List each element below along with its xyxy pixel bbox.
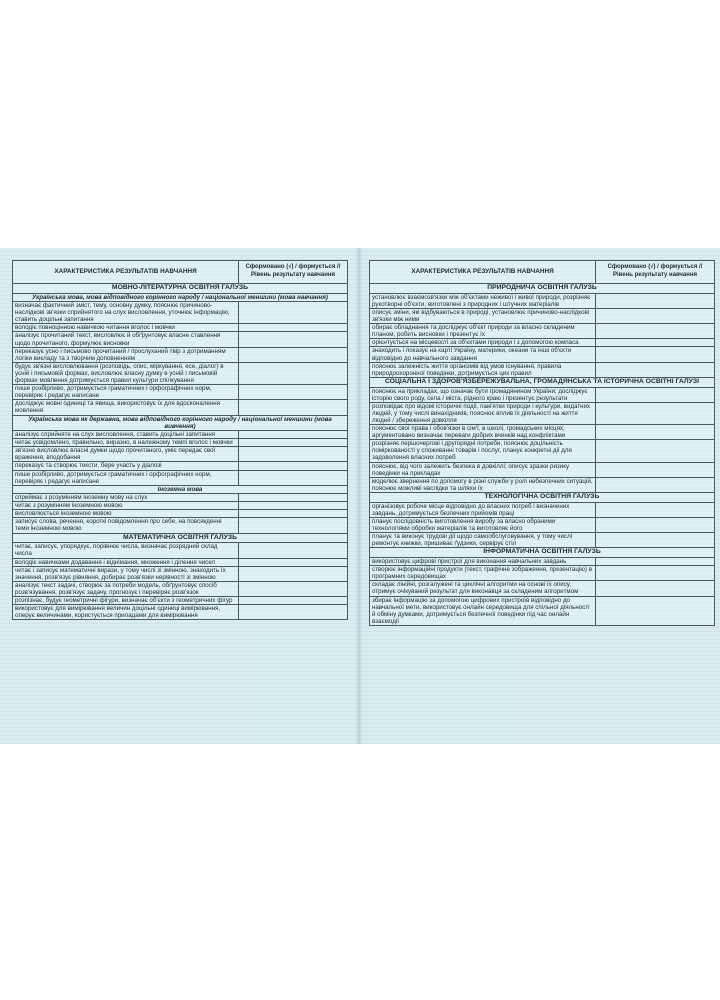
- status-cell[interactable]: [239, 347, 348, 362]
- status-cell[interactable]: [239, 494, 348, 502]
- status-cell[interactable]: [239, 596, 348, 604]
- status-cell[interactable]: [596, 502, 715, 517]
- status-cell[interactable]: [239, 385, 348, 400]
- table-row: [13, 447, 348, 462]
- result-description: розрізняє першочергові і другорядні потреби, пояснює доцільність поміркованості у споживанні товарів і послуг, планує конкретні дії для задоволення власних потреб: [370, 440, 596, 462]
- status-cell[interactable]: [596, 440, 715, 462]
- status-cell[interactable]: [596, 362, 715, 377]
- status-cell[interactable]: [596, 566, 715, 581]
- table-row: [13, 431, 348, 439]
- status-cell[interactable]: [239, 470, 348, 485]
- result-description: створює інформаційні продукти (текст, графічне зображення, презентацію) в програмних середовищах: [370, 566, 596, 581]
- table-row: [13, 400, 348, 415]
- section-heading: СОЦІАЛЬНА І ЗДОРОВ'ЯЗБЕРЕЖУВАЛЬНА, ГРОМАДЯНСЬКА ТА ІСТОРИЧНА ОСВІТНІ ГАЛУЗІ: [370, 377, 715, 387]
- table-row: [370, 558, 715, 566]
- table-row: [370, 324, 715, 339]
- table-row: [13, 462, 348, 470]
- table-row: [13, 566, 348, 581]
- result-description: володіє повноцінною навичкою читання вголос і мовчки: [13, 324, 239, 332]
- table-row: [370, 502, 715, 517]
- book-gutter: [356, 248, 362, 744]
- status-cell[interactable]: [239, 543, 348, 558]
- status-cell[interactable]: [239, 518, 348, 533]
- subject-heading-row: [13, 485, 348, 493]
- subject-heading-row: [13, 415, 348, 431]
- right-page: [369, 260, 714, 626]
- result-description: установлює взаємозв'язки між об'єктами неживої і живої природи, розрізняє рукотворні об'єкти, виготовлені з природних і штучних матеріалів: [370, 293, 596, 308]
- status-cell[interactable]: [239, 510, 348, 518]
- result-description: моделює звернення по допомогу в різні служби у ролі небезпечних ситуацій, пояснює можливі наслідки та шляхи їх: [370, 477, 596, 492]
- status-cell[interactable]: [596, 517, 715, 532]
- subject-heading: Іноземна мова: [13, 485, 348, 493]
- section-heading-row: [370, 377, 715, 387]
- result-description: читає з розумінням іноземною мовою: [13, 502, 239, 510]
- status-cell[interactable]: [239, 605, 348, 620]
- table-header-row: [13, 261, 348, 284]
- status-cell[interactable]: [239, 431, 348, 439]
- table-row: [13, 543, 348, 558]
- table-row: [370, 339, 715, 347]
- subject-heading: Українська мова, мова відповідного корінного народу / національної меншини (мова навчання): [13, 293, 348, 301]
- header-status: Сформовано (√) / формується // Рівень результату навчання: [239, 261, 348, 284]
- table-row: [13, 470, 348, 485]
- result-description: пише розбірливо, дотримується граматичних і орфографічних норм, перевіряє і редагує написане: [13, 470, 239, 485]
- table-row: [13, 518, 348, 533]
- result-description: читає усвідомлено, правильно, виразно, в належному темпі вголос і мовчки: [13, 439, 239, 447]
- result-description: висловлюється іноземною мовою: [13, 510, 239, 518]
- result-description: складає лінійні, розгалужені та циклічні алгоритми на основі їх опису, отримує очікуваний результат для виконавця за складеним алгоритмом: [370, 581, 596, 596]
- result-description: переказує усно і письмово прочитаний / прослуханий твір з дотриманням логіки викладу та з творчим доповненням: [13, 347, 239, 362]
- left-page: [12, 260, 347, 620]
- result-description: використовує цифрові пристрої для виконання навчальних завдань: [370, 558, 596, 566]
- status-cell[interactable]: [596, 596, 715, 625]
- status-cell[interactable]: [239, 362, 348, 384]
- table-row: [13, 494, 348, 502]
- status-cell[interactable]: [596, 533, 715, 548]
- table-row: [13, 324, 348, 332]
- header-status: Сформовано (√) / формується // Рівень результату навчання: [596, 261, 715, 284]
- table-row: [370, 581, 715, 596]
- table-row: [13, 605, 348, 620]
- status-cell[interactable]: [596, 293, 715, 308]
- table-row: [370, 387, 715, 402]
- result-description: планує та виконує трудові дії щодо самообслуговування, у тому числі ремонтує книжки, пришиває ґудзики, сервірує стіл: [370, 533, 596, 548]
- result-description: пояснює залежність життя організмів від умов існування, правила природоохоронної поведінки, дотримується цих правил: [370, 362, 596, 377]
- result-description: читає і записує математичні вирази, у тому числі зі змінною, знаходить їх значення, розв'язує рівняння, добирає розв'язки нерівності зі змінною: [13, 566, 239, 581]
- status-cell[interactable]: [239, 332, 348, 347]
- section-heading-row: [13, 533, 348, 543]
- status-cell[interactable]: [596, 581, 715, 596]
- table-row: [370, 462, 715, 477]
- status-cell[interactable]: [239, 324, 348, 332]
- header-characteristic: ХАРАКТЕРИСТИКА РЕЗУЛЬТАТІВ НАВЧАННЯ: [370, 261, 596, 284]
- header-characteristic: ХАРАКТЕРИСТИКА РЕЗУЛЬТАТІВ НАВЧАННЯ: [13, 261, 239, 284]
- result-description: читає, записує, упорядкує, порівнює числа, визначає розрядний склад числа: [13, 543, 239, 558]
- status-cell[interactable]: [596, 462, 715, 477]
- table-row: [370, 362, 715, 377]
- result-description: переказує та створює тексти, бере участь у діалозі: [13, 462, 239, 470]
- table-row: [13, 558, 348, 566]
- result-description: обирає обладнання та досліджує об'єкт природи за власно складеним планом, робить висновки і презентує їх: [370, 324, 596, 339]
- result-description: збирає інформацію за допомогою цифрових пристроїв відповідно до навчальної мети, використовує онлайн середовища для спільної діяльності й обміну думками, дотримується безпечної поведінки під час онлайн взаємодії: [370, 596, 596, 625]
- table-row: [13, 596, 348, 604]
- table-row: [370, 347, 715, 362]
- status-cell[interactable]: [239, 462, 348, 470]
- status-cell[interactable]: [239, 439, 348, 447]
- section-heading-row: [13, 284, 348, 294]
- result-description: аналізує прочитаний текст, висловлює й обґрунтовує власне ставлення щодо прочитаного, формулює висновки: [13, 332, 239, 347]
- status-cell[interactable]: [239, 581, 348, 596]
- table-row: [370, 293, 715, 308]
- section-heading: МОВНО-ЛІТЕРАТУРНА ОСВІТНЯ ГАЛУЗЬ: [13, 284, 348, 294]
- status-cell[interactable]: [239, 447, 348, 462]
- status-cell[interactable]: [239, 502, 348, 510]
- table-row: [370, 402, 715, 424]
- result-description: використовує для вимірювання величин доцільні одиниці вимірювання, оперує величинами, користується приладами для вимірювання: [13, 605, 239, 620]
- result-description: пояснює на прикладах, що означає бути громадянином України; досліджує історію свого роду, села / міста, рідного краю і презентує результати: [370, 387, 596, 402]
- subject-heading: Українська мова як державна, мова відповідного корінного народу / національної меншини (мова вивчення): [13, 415, 348, 431]
- result-description: знаходить і показує на карті Україну, материки, океани та інші об'єкти відповідно до навчального завдання: [370, 347, 596, 362]
- status-cell[interactable]: [239, 566, 348, 581]
- result-description: пише розбірливо, дотримується граматичних і орфографічних норм, перевіряє і редагує написане: [13, 385, 239, 400]
- table-row: [13, 510, 348, 518]
- table-row: [370, 440, 715, 462]
- section-heading-row: [370, 284, 715, 294]
- result-description: аналізує сприйняте на слух висловлення, ставить доцільні запитання: [13, 431, 239, 439]
- result-description: визначає фактичний зміст, тему, основну думку, пояснює причиново-наслідкові зв'язки сприйнятого на слух висловлення, уточнює інформацію, ставить доцільні запитання: [13, 302, 239, 324]
- result-description: розпізнає, будує геометричні фігури, визначає об'єкти з геометричних фігур: [13, 596, 239, 604]
- status-cell[interactable]: [239, 400, 348, 415]
- table-row: [370, 425, 715, 440]
- result-description: будує зв'язні висловлювання (розповідь, опис, міркування, есе, діалог) в усній і письмовій формах, висловлює власну думку в усній і письмовій формах мовлення дотримується правил культури спілкування: [13, 362, 239, 384]
- result-description: розповідає про відомі історичні події, пам'ятки природи і культури, видатних людей, у тому числі винахідників, пояснює вплив їх діяльності на життя людей / збереження довкілля: [370, 402, 596, 424]
- result-description: записує слова, речення, короткі повідомлення про себе, на повсякденні теми іноземною мовою: [13, 518, 239, 533]
- result-description: орієнтується на місцевості за об'єктами природи і з допомогою компаса: [370, 339, 596, 347]
- table-row: [13, 347, 348, 362]
- table-row: [13, 362, 348, 384]
- table-row: [370, 533, 715, 548]
- result-description: володіє навичками додавання і віднімання, множення і ділення чисел: [13, 558, 239, 566]
- status-cell[interactable]: [239, 302, 348, 324]
- result-description: аналізує текст задачі, створює за потреби модель, обґрунтовує спосіб розв'язування, розв'язує задачу, прогнозує і перевіряє розв'язок: [13, 581, 239, 596]
- right-results-table: [369, 260, 715, 626]
- status-cell[interactable]: [596, 339, 715, 347]
- table-row: [13, 439, 348, 447]
- table-row: [370, 308, 715, 323]
- table-row: [13, 332, 348, 347]
- table-row: [370, 596, 715, 625]
- result-description: досліджує мовні одиниці та явища, використовує їх для вдосконалення мовлення: [13, 400, 239, 415]
- result-description: зв'язно висловлює власні думки щодо прочитаного, уміє передає свої враження, вподобання: [13, 447, 239, 462]
- status-cell[interactable]: [596, 558, 715, 566]
- result-description: пояснює, від чого залежить безпека в довкіллі; описує зразки ризику поведінки на прикладах: [370, 462, 596, 477]
- subject-heading-row: [13, 293, 348, 301]
- left-results-table: [12, 260, 348, 620]
- result-description: пояснює свої права і обов'язки в сім'ї, в школі, громадських місцях; аргументовано визначає переваги добрих вчинків над конфліктами: [370, 425, 596, 440]
- table-row: [370, 477, 715, 492]
- result-description: планує послідовність виготовлення виробу за власно обраними технологіями обробки матеріалів та виготовляє його: [370, 517, 596, 532]
- table-row: [13, 302, 348, 324]
- status-cell[interactable]: [596, 425, 715, 440]
- status-cell[interactable]: [596, 324, 715, 339]
- section-heading: МАТЕМАТИЧНА ОСВІТНЯ ГАЛУЗЬ: [13, 533, 348, 543]
- table-row: [370, 517, 715, 532]
- table-row: [13, 502, 348, 510]
- section-heading: ТЕХНОЛОГІЧНА ОСВІТНЯ ГАЛУЗЬ: [370, 492, 715, 502]
- status-cell[interactable]: [596, 387, 715, 402]
- result-description: сприймає з розумінням іноземну мову на слух: [13, 494, 239, 502]
- table-row: [370, 566, 715, 581]
- table-header-row: [370, 261, 715, 284]
- status-cell[interactable]: [596, 308, 715, 323]
- table-row: [13, 581, 348, 596]
- status-cell[interactable]: [239, 558, 348, 566]
- result-description: описує зміни, які відбуваються в природі, установлює причиново-наслідкові зв'язки між ними: [370, 308, 596, 323]
- section-heading-row: [370, 548, 715, 558]
- section-heading: ІНФОРМАТИЧНА ОСВІТНЯ ГАЛУЗЬ: [370, 548, 715, 558]
- table-row: [13, 385, 348, 400]
- status-cell[interactable]: [596, 477, 715, 492]
- section-heading-row: [370, 492, 715, 502]
- section-heading: ПРИРОДНИЧА ОСВІТНЯ ГАЛУЗЬ: [370, 284, 715, 294]
- status-cell[interactable]: [596, 402, 715, 424]
- diary-spread: [0, 248, 720, 744]
- result-description: організовує робоче місце відповідно до власних потреб і визначених завдань, дотримується безпечних прийомів праці: [370, 502, 596, 517]
- status-cell[interactable]: [596, 347, 715, 362]
